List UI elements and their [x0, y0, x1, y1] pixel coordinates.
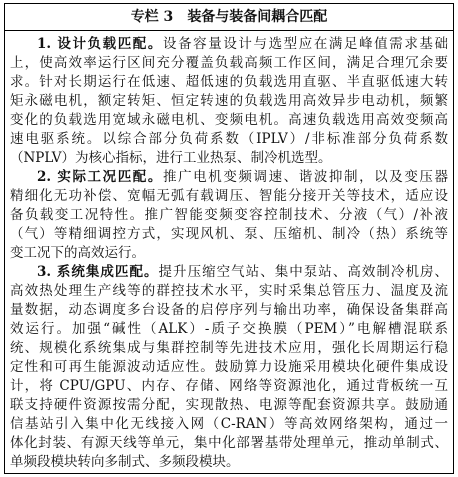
text-span: 提升压缩空气站、集中泵站、高效制冷机房、: [158, 264, 449, 280]
text-line: 精细化无功补偿、宽幅无弧有载调压、智能分接开关等技术，适应设: [10, 188, 448, 204]
section-heading: 1. 设计负载匹配。: [37, 36, 163, 52]
text-line: 矩永磁电机，额定转矩、恒定转速的负载选用高效异步电动机，频繁: [10, 93, 448, 109]
text-line: 上，使高效率运行区间充分覆盖负载高频工作区间，满足合理冗余要: [10, 55, 448, 71]
section-system-integration-matching: [10, 263, 448, 472]
text-line: 单频段模块转向多制式、多频段模块。: [10, 454, 240, 470]
text-line: 统、规模化系统集成与集群控制等先进技术应用，强化长周期运行稳: [10, 340, 448, 356]
panel-label: 专栏 3: [130, 9, 174, 25]
text-line: 定性和可再生能源波动适应性。鼓励算力设施采用模块化硬件集成设: [10, 359, 448, 375]
panel-title: 装备与装备间耦合匹配: [187, 9, 328, 25]
text-line: 变工况下的高效运行。: [10, 245, 145, 261]
text-line: 备负载变工况特性。推广智能变频变容控制技术、分液（气）/补液: [10, 207, 448, 223]
text-line: 计，将 CPU/GPU、内存、存储、网络等资源池化，通过背板统一互: [10, 378, 448, 394]
panel-header: [5, 4, 453, 31]
text-line: [10, 168, 448, 187]
section-design-load-matching: [10, 35, 448, 168]
section-heading: 3. 系统集成匹配。: [37, 264, 159, 280]
text-line: 求。针对长期运行在低速、超低速的负载选用直驱、半直驱低速大转: [10, 74, 448, 90]
text-line: 高效热处理生产线等的群控技术水平，实时采集总管压力、温度及流: [10, 283, 448, 299]
text-line: 效运行。加强“碱性（ALK）-质子交换膜（PEM）”电解槽混联系: [10, 321, 448, 337]
text-line: 量数据，动态调度多台设备的启停序列与输出功率，确保设备集群高: [10, 302, 448, 318]
text-span: 推广电机变频调速、谐波抑制，以及变压器: [162, 169, 449, 185]
text-line: 速电驱系统。以综合部分负荷系数（IPLV）/非标准部分负荷系数: [10, 131, 448, 147]
column-panel: [4, 3, 454, 474]
text-line: （气）等精细调控方式，实现风机、泵、压缩机、制冷（热）系统等: [10, 226, 448, 242]
text-span: 设备容量设计与选型应在满足峰值需求基础: [162, 36, 449, 52]
text-line: [10, 35, 448, 54]
section-operating-condition-matching: [10, 168, 448, 263]
text-line: [10, 263, 448, 282]
text-line: 联支持硬件资源按需分配，实现散热、电源等配套资源共享。鼓励通: [10, 397, 448, 413]
text-line: 体化封装、有源天线等单元，集中化部署基带处理单元，推动单制式、: [10, 435, 448, 451]
section-heading: 2. 实际工况匹配。: [37, 169, 163, 185]
panel-body: [5, 31, 453, 472]
text-line: 变化的负载选用宽域永磁电机、变频电机。高速负载选用高效变频高: [10, 112, 448, 128]
text-line: （NPLV）为核心指标，进行工业热泵、制冷机选型。: [10, 150, 332, 166]
text-line: 信基站引入集中化无线接入网（C-RAN）等高效网络架构，通过一: [10, 416, 448, 432]
